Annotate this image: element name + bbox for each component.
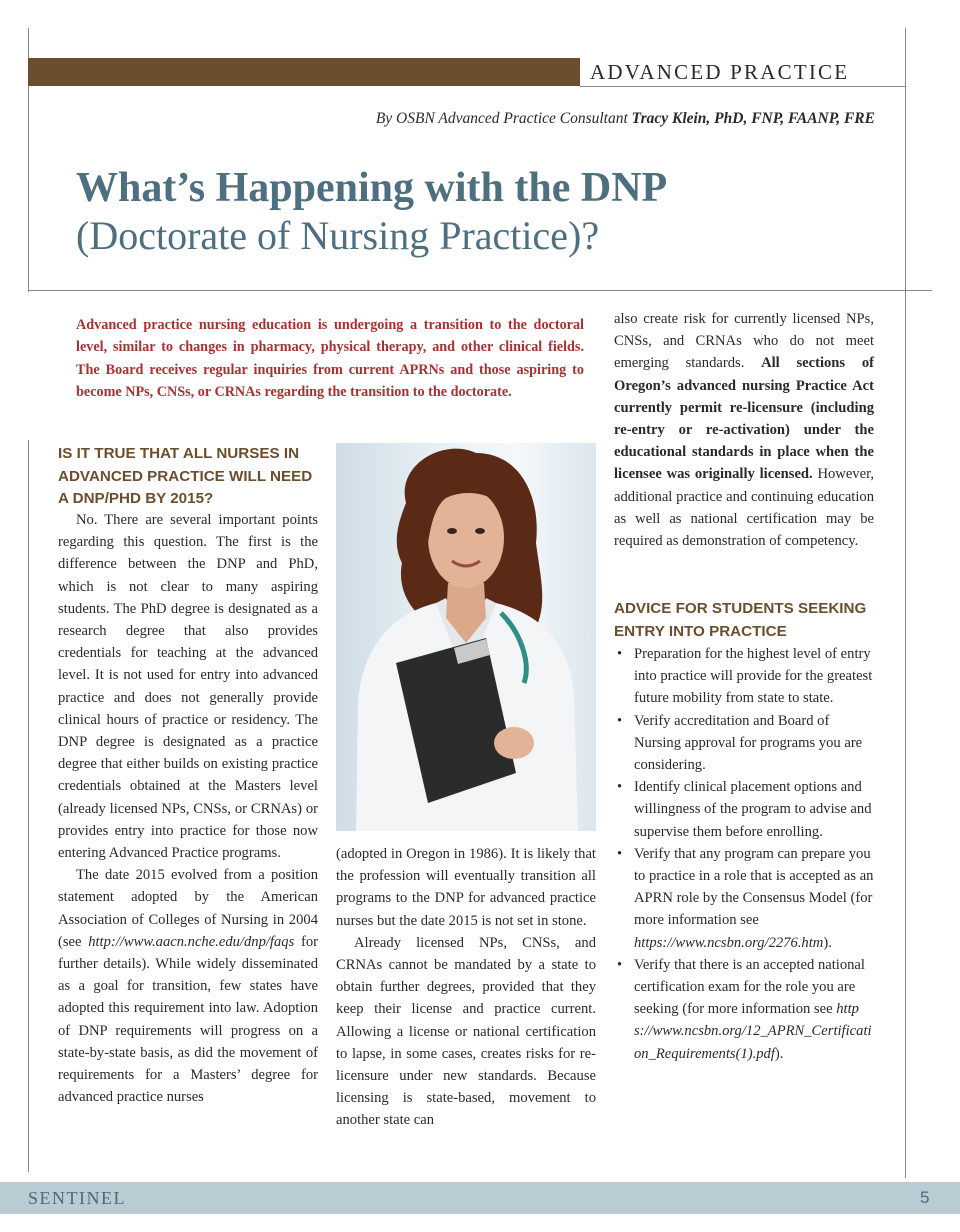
nurse-photo: [336, 443, 596, 831]
bold-statement: All sections of Oregon’s advanced nursing Practice Act currently permit re-licensure (including re-entry or re-activation) under the educational standards in place when the licensee was originally licensed.: [614, 355, 874, 483]
byline: [200, 110, 875, 128]
left-body-line: [28, 440, 29, 1172]
nurse-photo-icon: [336, 443, 596, 831]
list-item: • Preparation for the highest level of entry into practice will provide for the greatest future mobility from state to state.: [614, 643, 874, 710]
title-rule: [28, 290, 932, 291]
header-rule: [580, 86, 905, 87]
byline-author: Tracy Klein, PhD, FNP, FAANP, FRE: [631, 110, 875, 127]
list-item: • Verify that there is an accepted national certification exam for the role you are seeking (for more information see https://www.ncsbn.org/12_APRN_Certification_Requirements(1).pdf).: [614, 954, 874, 1065]
header-bar: [28, 58, 580, 86]
byline-prefix: By OSBN Advanced Practice Consultant: [375, 110, 628, 127]
publication-name: SENTINEL: [28, 1188, 126, 1208]
advice-list: [614, 643, 874, 1065]
list-item: • Verify that any program can prepare you to practice in a role that is accepted as an APRN role by the Consensus Model (for more information see https://www.ncsbn.org/2276.htm).: [614, 843, 874, 954]
section-heading-advice: ADVICE FOR STUDENTS SEEKING ENTRY INTO PRACTICE: [614, 600, 867, 640]
ncsbn-consensus-link[interactable]: https://www.ncsbn.org/2276.htm: [634, 934, 824, 951]
intro-paragraph: Advanced practice nursing education is undergoing a transition to the doctoral level, similar to changes in pharmacy, physical therapy, and other clinical fields. The Board receives regular inquiries from current APRNs and those aspiring to become NPs, CNSs, or CRNAs regarding the transition to the doctorate.: [76, 317, 584, 400]
section-heading-dnp: IS IT TRUE THAT ALL NURSES IN ADVANCED PRACTICE WILL NEED A DNP/PHD BY 2015?: [58, 445, 313, 507]
right-frame-line: [905, 28, 906, 1178]
column-2: [336, 843, 596, 1132]
ncsbn-certification-link[interactable]: https://www.ncsbn.org/12_APRN_Certification_Requirements(1).pdf: [634, 1001, 872, 1062]
column-3: [614, 308, 874, 552]
list-item: • Verify accreditation and Board of Nursing approval for programs you are considering.: [614, 710, 874, 777]
paragraph: also create risk for currently licensed NPs, CNSs, and CRNAs who do not meet emerging standards. All sections of Oregon’s advanced nursing Practice Act currently permit re-licensure (including re-entry or re-activation) under the educational standards in place when the licensee was originally licensed. However, additional practice and continuing education as well as national certification may be required as demonstration of competency.: [614, 311, 874, 550]
footer-bar: [0, 1182, 960, 1214]
list-item: • Identify clinical placement options and willingness of the program to advise and supervise them before enrolling.: [614, 776, 874, 843]
paragraph: Already licensed NPs, CNSs, and CRNAs cannot be mandated by a state to obtain further degrees, provided that they keep their license and practice current. Allowing a license or national certification to lapse, in some cases, creates risks for re-licensure under new standards. Because licensing is state-based, movement to another state can: [336, 934, 596, 1129]
paragraph: No. There are several important points regarding this question. The first is the difference between the DNP and PhD, which is not clear to many aspiring students. The PhD degree is designated as a research degree that also provides credentials for teaching at the advanced level. It is not used for entry into advanced practice and does not generally provide clinical hours of practice or residency. The DNP degree is designated as a practice degree that either builds on existing practice credentials obtained at the Masters level (already licensed NPs, CNSs, or CRNAs) or provides entry into practice for those now entering Advanced Practice programs.: [58, 512, 318, 862]
page-subtitle: (Doctorate of Nursing Practice)?: [76, 213, 600, 258]
section-label: ADVANCED PRACTICE: [590, 60, 850, 84]
column-1: [58, 509, 318, 1108]
page-title: What’s Happening with the DNP: [76, 165, 668, 211]
paragraph: (adopted in Oregon in 1986). It is likely that the profession will eventually transition all programs to the DNP for advanced practice nurses but the date 2015 is not set in stone.: [336, 846, 596, 929]
paragraph: The date 2015 evolved from a position statement adopted by the American Association of Colleges of Nursing in 2004 (see http://www.aacn.nche.edu/dnp/faqs for further details). While widely disseminated as a goal for transition, few states have adopted this requirement into law. Adoption of DNP requirements will progress on a state-by-state basis, as did the movement of requirements for a Masters’ degree for advanced practice nurses: [58, 867, 318, 1106]
page-number: 5: [920, 1188, 930, 1207]
aacn-link[interactable]: http://www.aacn.nche.edu/dnp/faqs: [88, 933, 295, 950]
